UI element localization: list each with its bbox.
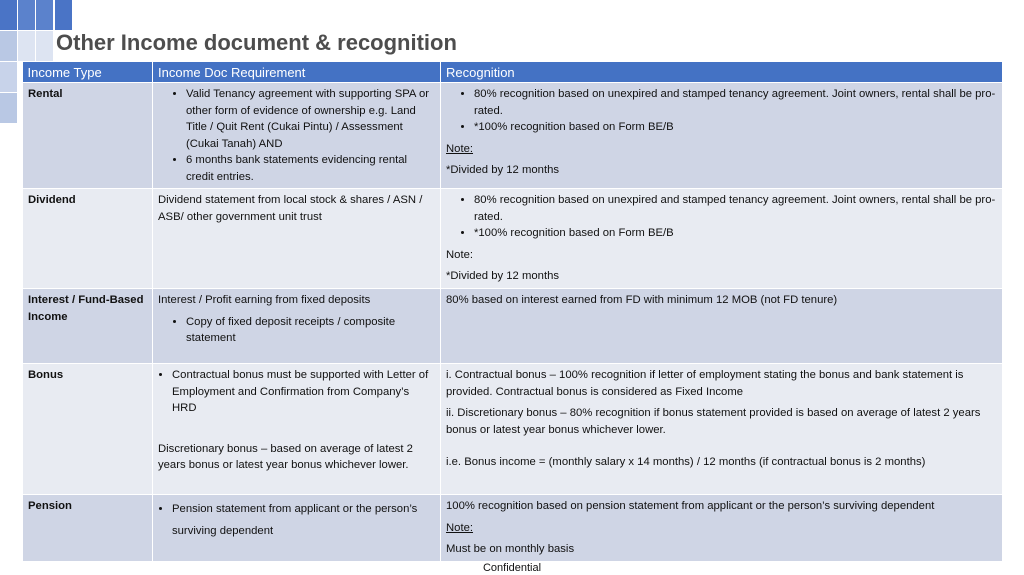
table-row-dividend [23,189,1003,289]
recognition-bullet: • 80% recognition based on unexpired and stamped tenancy agreement. Joint owners, rental shall be pro-rated. [474,86,997,119]
recognition-text: i.e. Bonus income = (monthly salary x 14 months) / 12 months (if contractual bonus is 2 months) [446,456,926,468]
table-row-bonus [23,364,1003,495]
confidential-footer: Confidential [482,562,542,574]
income-type-cell: Interest / Fund-Based Income [23,289,153,364]
income-type-cell: Rental [23,83,153,189]
recognition-cell [441,83,1003,189]
recognition-text: i. Contractual bonus – 100% recognition if letter of employment stating the bonus and bank statement is provided. Contractual bonus is considered as Fixed Income [446,369,964,398]
recognition-bullet: • 80% recognition based on unexpired and stamped tenancy agreement. Joint owners, rental shall be pro-rated. [474,192,997,225]
table-row-rental [23,83,1003,189]
page-title: Other Income document & recognition [56,30,457,55]
column-header-doc-requirement: Income Doc Requirement [153,62,441,83]
doc-requirement-cell [153,364,441,495]
doc-bullet: • Valid Tenancy agreement with supporting SPA or other form of evidence of ownership e.g. Land Title / Quit Rent (Cukai Pintu) / Assessment (Cukai Tanah) AND [186,86,435,152]
note-label: Note: [446,248,474,261]
footnote: *Divided by 12 months [446,164,560,176]
column-header-recognition: Recognition [441,62,1003,83]
note-label: Note: [446,521,474,534]
recognition-cell [441,364,1003,495]
income-type-cell: Pension [23,495,153,562]
recognition-cell [441,495,1003,562]
recognition-text: 100% recognition based on pension statement from applicant or the person’s surviving dependent [446,500,935,512]
recognition-bullet: • *100% recognition based on Form BE/B [474,225,997,242]
income-type-cell: Bonus [23,364,153,495]
recognition-bullet: • *100% recognition based on Form BE/B [474,119,997,136]
table-row-interest [23,289,1003,364]
table-header-row [23,62,1003,83]
note-label: Note: [446,142,474,155]
doc-requirement-cell [153,495,441,562]
doc-bullet: • Copy of fixed deposit receipts / composite statement [186,314,435,347]
doc-requirement-cell [153,83,441,189]
doc-text: Interest / Profit earning from fixed deposits [158,294,371,306]
income-type-cell: Dividend [23,189,153,289]
recognition-text: ii. Discretionary bonus – 80% recognition if bonus statement provided is based on average of latest 2 years bonus or latest year bonus whichever lower. [446,407,981,436]
recognition-cell [441,189,1003,289]
footnote: Must be on monthly basis [446,543,575,555]
doc-bullet: • Contractual bonus must be supported with Letter of Employment and Confirmation from Company’s HRD [172,367,435,417]
recognition-cell: 80% based on interest earned from FD with minimum 12 MOB (not FD tenure) [441,289,1003,364]
doc-bullet: • Pension statement from applicant or the person’s surviving dependent [172,498,435,542]
doc-text: Discretionary bonus – based on average of latest 2 years bonus or latest year bonus whichever lower. [158,442,413,471]
doc-requirement-cell [153,289,441,364]
footnote: *Divided by 12 months [446,270,560,282]
doc-bullet: • 6 months bank statements evidencing rental credit entries. [186,152,435,185]
column-header-income-type: Income Type [23,62,153,83]
doc-requirement-cell: Dividend statement from local stock & shares / ASN / ASB/ other government unit trust [153,189,441,289]
table-row-pension [23,495,1003,562]
income-table [22,62,1003,562]
